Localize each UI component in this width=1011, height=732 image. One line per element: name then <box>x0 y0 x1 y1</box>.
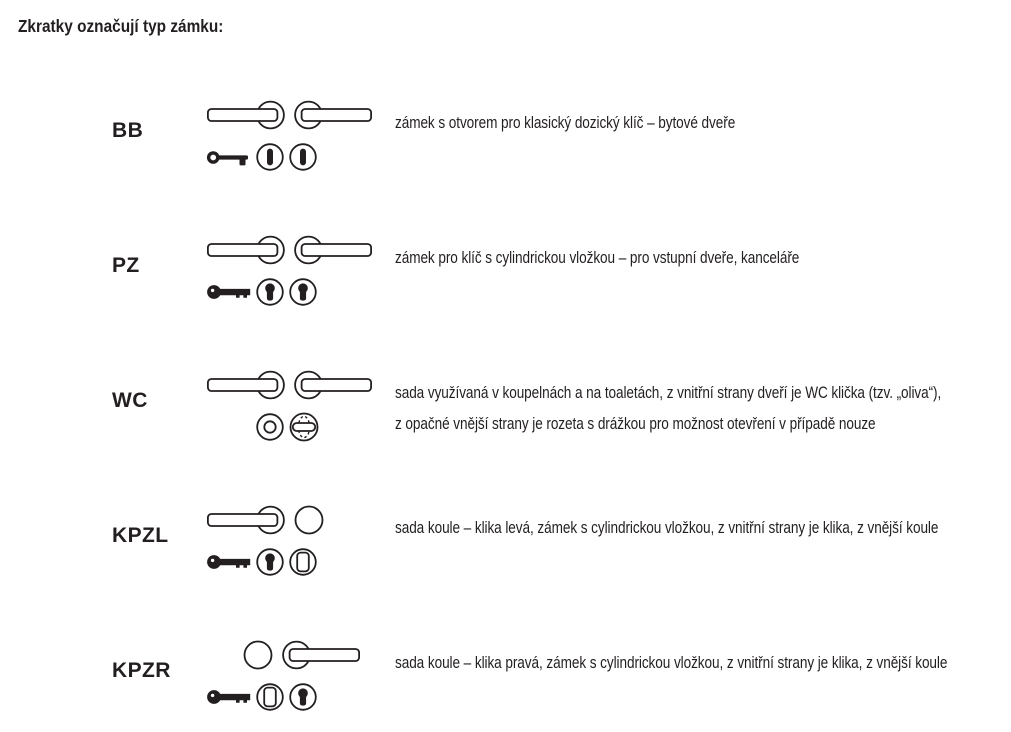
cylinder-key-icon <box>207 553 251 571</box>
key-slot <box>207 283 251 301</box>
lock-type-row <box>0 235 1011 315</box>
lever-handle-left-icon <box>207 235 285 265</box>
description-line: sada využívaná v koupelnách a na toaletách, z vnitřní strany dveří je WC klička (tzv. „oliva“), <box>395 383 942 402</box>
description-line: z opačné vnější strany je rozeta s drážkou pro možnost otevření v případě nouze <box>395 414 876 433</box>
pz-keyhole-rosette-icon <box>256 278 284 306</box>
lock-icon-set <box>207 505 387 576</box>
description-line: sada koule – klika pravá, zámek s cylindrickou vložkou, z vnitřní strany je klika, z vnější koule <box>395 653 948 672</box>
lock-description <box>395 512 938 543</box>
pz-keyhole-rosette-icon <box>256 548 284 576</box>
rosettes-row <box>207 548 387 576</box>
cylinder-key-icon <box>207 283 251 301</box>
lock-type-row <box>0 370 1011 450</box>
lock-code-label: PZ <box>112 254 140 277</box>
lock-icon-set <box>207 640 387 711</box>
blind-rosette-icon <box>289 548 317 576</box>
rosettes-row <box>207 278 387 306</box>
description-line: zámek pro klíč s cylindrickou vložkou – pro vstupní dveře, kanceláře <box>395 248 800 267</box>
classic-key-icon <box>207 149 251 166</box>
description-line: sada koule – klika levá, zámek s cylindrickou vložkou, z vnitřní strany je klika, z vnější koule <box>395 518 939 537</box>
handles-row <box>207 640 387 670</box>
lock-code-label: BB <box>112 119 144 142</box>
cylinder-key-icon <box>207 688 251 706</box>
description-line: zámek s otvorem pro klasický dozický klíč – bytové dveře <box>395 113 736 132</box>
lock-type-row <box>0 505 1011 585</box>
lock-code-label: KPZL <box>112 524 169 547</box>
lock-type-row <box>0 100 1011 180</box>
lock-code-label: WC <box>112 389 148 412</box>
groove-rosette-icon <box>256 413 284 441</box>
lever-handle-left-icon <box>207 505 285 535</box>
lock-description <box>395 377 941 439</box>
rosettes-row <box>207 413 387 441</box>
lever-handle-left-icon <box>207 100 285 130</box>
key-slot <box>207 553 251 571</box>
lever-handle-right-icon <box>294 235 372 265</box>
handles-row <box>207 370 387 400</box>
blind-rosette-icon <box>256 683 284 711</box>
rosettes-row <box>207 143 387 171</box>
handles-row <box>207 100 387 130</box>
lever-handle-right-icon <box>282 640 360 670</box>
lever-handle-left-icon <box>207 370 285 400</box>
bb-keyhole-rosette-icon <box>256 143 284 171</box>
key-slot <box>207 148 251 166</box>
wc-thumbturn-rosette-icon <box>289 412 319 442</box>
lock-icon-set <box>207 370 387 441</box>
lock-description <box>395 107 735 138</box>
lever-handle-right-icon <box>294 100 372 130</box>
lock-description <box>395 647 947 678</box>
key-slot <box>207 688 251 706</box>
lever-handle-right-icon <box>294 370 372 400</box>
key-slot <box>207 418 251 436</box>
pz-keyhole-rosette-icon <box>289 278 317 306</box>
lock-icon-set <box>207 235 387 306</box>
bb-keyhole-rosette-icon <box>289 143 317 171</box>
lock-description <box>395 242 799 273</box>
rosettes-row <box>207 683 387 711</box>
lock-icon-set <box>207 100 387 171</box>
handles-row <box>207 505 387 535</box>
lock-code-label: KPZR <box>112 659 171 682</box>
pz-keyhole-rosette-icon <box>289 683 317 711</box>
knob-icon <box>294 505 324 535</box>
page-title: Zkratky označují typ zámku: <box>18 16 224 36</box>
lock-type-row <box>0 640 1011 720</box>
knob-icon <box>243 640 273 670</box>
handles-row <box>207 235 387 265</box>
